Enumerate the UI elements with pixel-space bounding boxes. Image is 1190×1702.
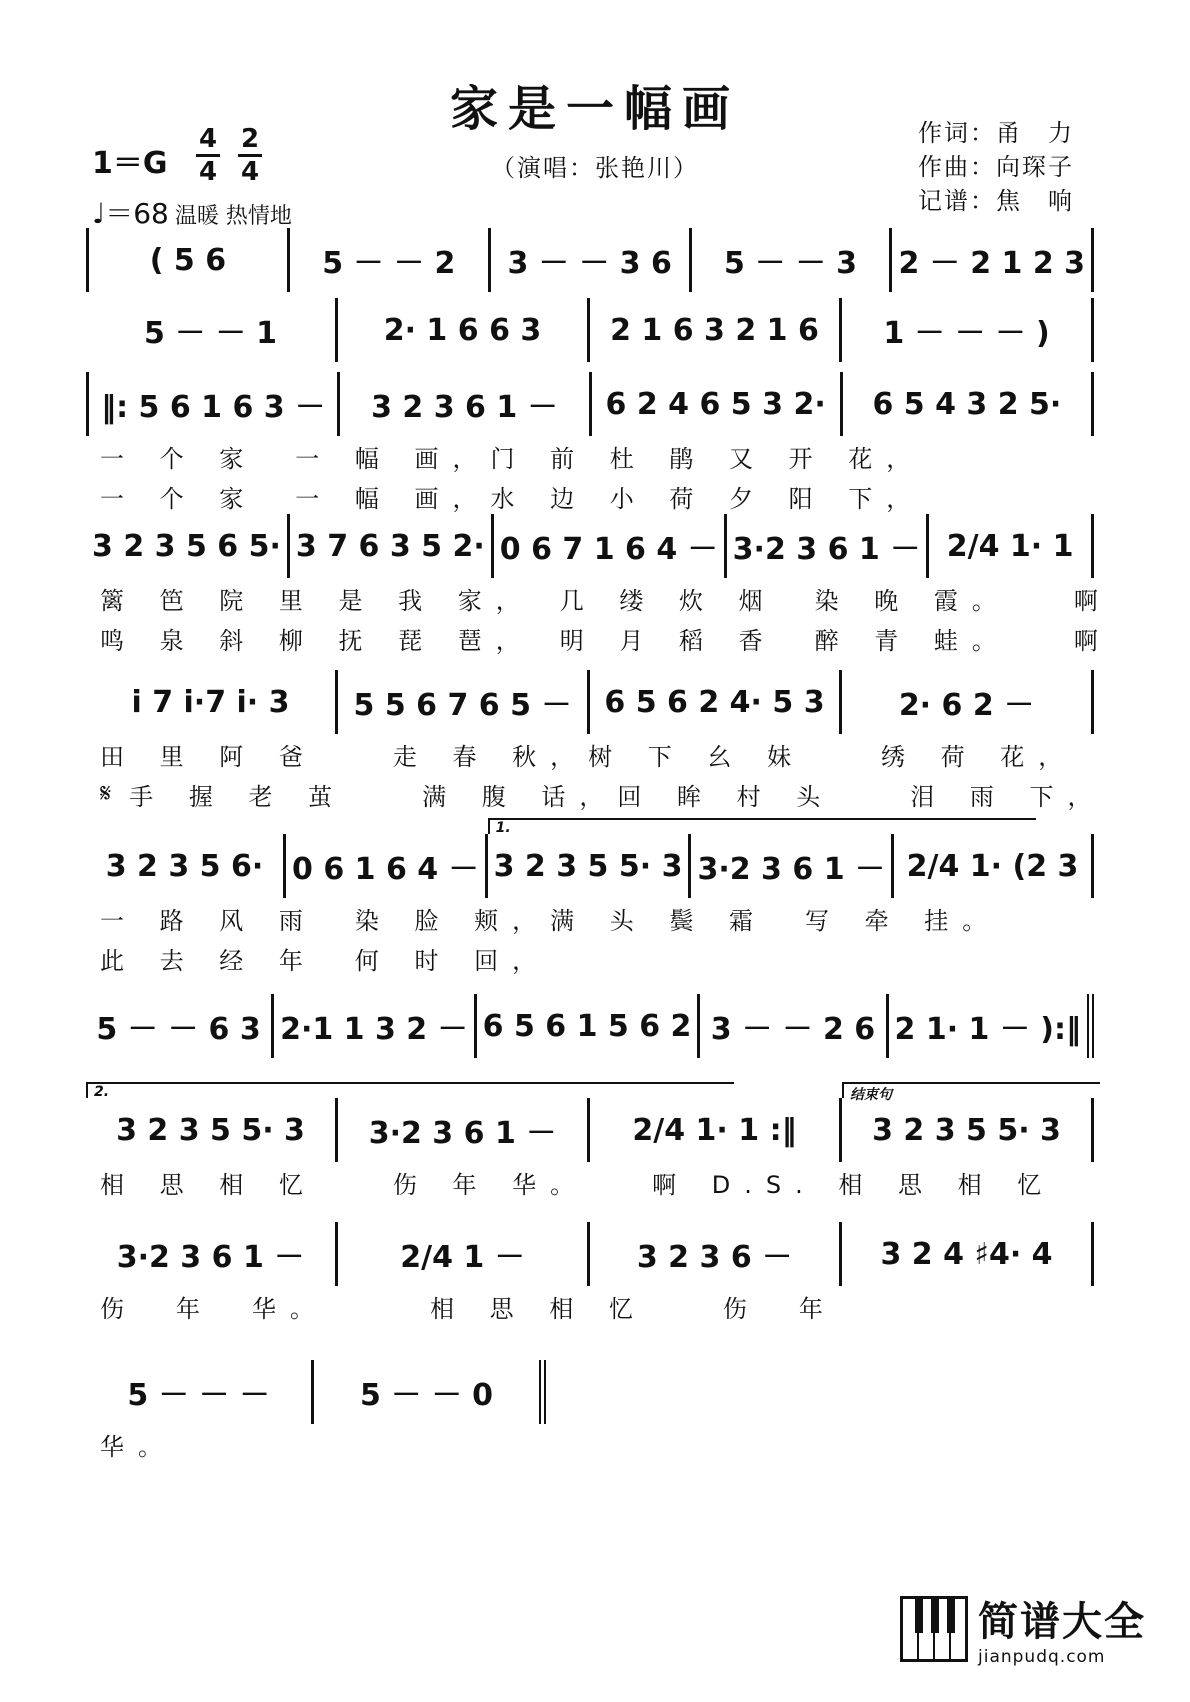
measure: 2· 6 2 － xyxy=(842,670,1094,734)
measure: 5 － － － xyxy=(86,1360,314,1424)
system-1 xyxy=(86,228,1094,292)
system-6 xyxy=(86,820,1094,978)
measure: i 7 i·7 i· 3 xyxy=(86,670,338,734)
system-7 xyxy=(86,994,1094,1058)
notes-row xyxy=(86,1360,546,1424)
measure: 结束句 3 2 3 5 5· 3 xyxy=(842,1098,1094,1162)
notes-row xyxy=(86,228,1094,292)
notes-row xyxy=(86,372,1094,436)
notes-row xyxy=(86,1222,1094,1286)
measure: 6 5 6 1 5 6 2 xyxy=(477,994,701,1058)
measure: 6 5 6 2 4· 5 3 xyxy=(590,670,842,734)
ending-phrase-bracket: 结束句 xyxy=(842,1082,1100,1098)
measure: 5 － － 6 3 xyxy=(86,994,274,1058)
singer-credit: （演唱：张艳川） xyxy=(491,154,699,182)
measure: 0 6 7 1 6 4 － xyxy=(494,514,727,578)
measure: 5 － － 0 xyxy=(314,1360,546,1424)
measure: 3 2 3 6 1 － xyxy=(340,372,591,436)
notes-row xyxy=(86,994,1094,1058)
system-5 xyxy=(86,670,1106,814)
system-3 xyxy=(86,372,1094,516)
system-2 xyxy=(86,298,1094,362)
tempo-value: ♩＝68 xyxy=(92,197,169,230)
measure: 5 5 6 7 6 5 － xyxy=(338,670,590,734)
time-signature-2-4: $\frac{2}{4}$ xyxy=(238,126,262,185)
measure: 3 － － 3 6 xyxy=(491,228,692,292)
system-8 xyxy=(86,1084,1094,1202)
lyric-line-1: 伤 年 华。 相 思 相 忆 伤 年 xyxy=(100,1294,837,1323)
tempo-text: 温暖 热情地 xyxy=(174,204,292,229)
lyric-line-1: 华。 xyxy=(100,1432,176,1461)
lyric-line-2: 𝄋 手 握 老 茧 满 腹 话，回 眸 村 头 泪 雨 下， xyxy=(100,778,1106,811)
measure: 3 2 4 ♯4· 4 xyxy=(842,1222,1094,1286)
lyric-line-1: 一 路 风 雨 染 脸 颊，满 头 鬓 霜 写 牵 挂。 xyxy=(100,906,1001,935)
measure: 2·1 1 3 2 － xyxy=(274,994,477,1058)
volta-2-bracket: 2. xyxy=(86,1082,734,1098)
lyric-line-2: 此 去 经 年 何 时 回， xyxy=(100,946,551,975)
piano-icon xyxy=(900,1596,968,1662)
measure: 0 6 1 6 4 － xyxy=(286,834,488,898)
lyric-line-2: 鸣 泉 斜 柳 抚 琵 琶， 明 月 稻 香 醉 青 蛙。 啊 xyxy=(100,626,1112,655)
measure: 3 2 3 5 6 5· xyxy=(86,514,290,578)
key-signature: 1＝G xyxy=(92,146,168,181)
measure: 3·2 3 6 1 － xyxy=(727,514,930,578)
lyric-line-1: 篱 笆 院 里 是 我 家， 几 缕 炊 烟 染 晚 霞。 啊 xyxy=(100,586,1112,615)
measure: 1 － － － ) xyxy=(842,298,1094,362)
lyricist: 作词：甬 力 xyxy=(918,119,1074,147)
system-9 xyxy=(86,1222,1094,1326)
measure: 5 － － 2 xyxy=(290,228,491,292)
measure: 3 7 6 3 5 2· xyxy=(290,514,494,578)
measure: 3·2 3 6 1 － xyxy=(691,834,894,898)
system-10 xyxy=(86,1360,546,1464)
notes-row xyxy=(86,298,1094,362)
measure: 6 5 4 3 2 5· xyxy=(843,372,1094,436)
notes-row xyxy=(86,820,1094,898)
measure: 2 1 6 3 2 1 6 xyxy=(590,298,842,362)
tempo-marking xyxy=(92,192,292,232)
credits xyxy=(918,116,1074,218)
measure: 5 － － 1 xyxy=(86,298,338,362)
measure: 1. 3 2 3 5 5· 3 xyxy=(488,834,692,898)
lyric-line-1: 相 思 相 忆 伤 年 华。 啊 D.S. 相 思 相 忆 xyxy=(100,1170,1056,1199)
measure: 3·2 3 6 1 － xyxy=(86,1222,338,1286)
measure: ( 5 6 xyxy=(89,228,290,292)
logo-text: 简谱大全 xyxy=(978,1599,1146,1645)
measure: 2. 3 2 3 5 5· 3 xyxy=(86,1098,338,1162)
measure: 2 － 2 1 2 3 xyxy=(892,228,1094,292)
measure: 3 2 3 6 － xyxy=(590,1222,842,1286)
measure: 5 － － 3 xyxy=(692,228,893,292)
measure: 2· 1 6 6 3 xyxy=(338,298,590,362)
measure: 2/4 1· 1 :‖ xyxy=(590,1098,842,1162)
transcriber: 记谱：焦 响 xyxy=(918,187,1074,215)
measure: 3 2 3 5 6· xyxy=(86,834,286,898)
measure: 2/4 1· 1 xyxy=(929,514,1094,578)
measure: ‖: 5 6 1 6 3 － xyxy=(89,372,340,436)
measure: 2 1· 1 － ):‖ xyxy=(889,994,1095,1058)
notes-row xyxy=(86,670,1094,734)
time-signatures xyxy=(196,126,262,185)
site-logo xyxy=(900,1590,1146,1667)
notes-row xyxy=(86,1084,1094,1162)
system-4 xyxy=(86,514,1112,658)
lyric-line-1: 一 个 家 一 幅 画，门 前 杜 鹃 又 开 花， xyxy=(100,444,925,473)
composer: 作曲：向琛子 xyxy=(918,153,1074,181)
measure: 3 － － 2 6 xyxy=(700,994,888,1058)
time-signature-4-4: $\frac{4}{4}$ xyxy=(196,126,220,185)
lyric-line-2: 一 个 家 一 幅 画，水 边 小 荷 夕 阳 下， xyxy=(100,484,925,513)
logo-url: jianpudq.com xyxy=(978,1647,1106,1667)
volta-1-bracket: 1. xyxy=(488,818,1036,834)
measure: 2/4 1 － xyxy=(338,1222,590,1286)
song-title: 家是一幅画 xyxy=(449,81,740,137)
lyric-line-1: 田 里 阿 爸 走 春 秋，树 下 幺 妹 绣 荷 花， xyxy=(100,742,1077,771)
notes-row xyxy=(86,514,1094,578)
measure: 6 2 4 6 5 3 2· xyxy=(592,372,843,436)
measure: 2/4 1· (2 3 xyxy=(894,834,1094,898)
segno-icon: 𝄋 xyxy=(100,778,126,809)
measure: 3·2 3 6 1 － xyxy=(338,1098,590,1162)
